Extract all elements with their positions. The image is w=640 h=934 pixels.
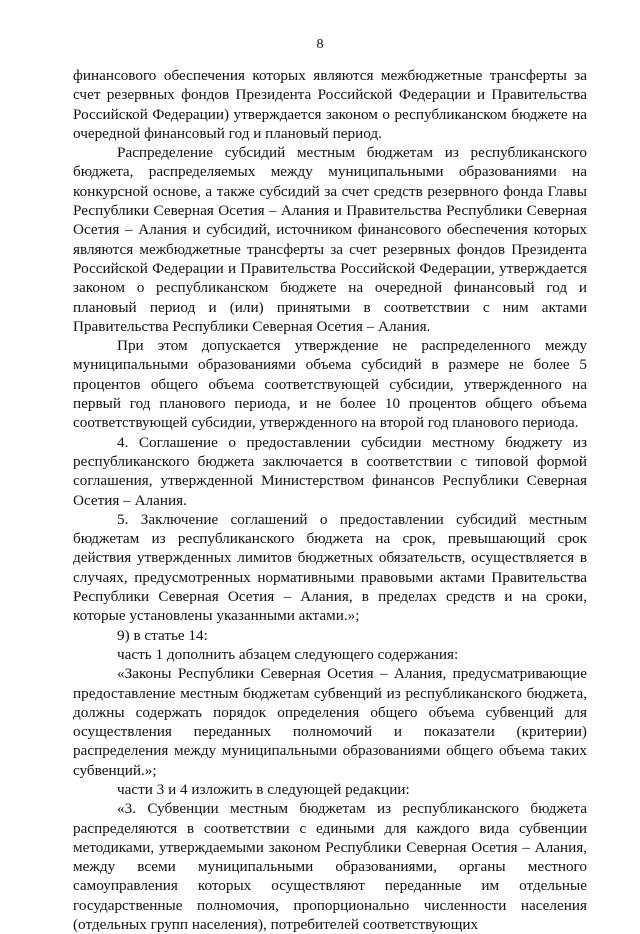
paragraph-item-4: 4. Соглашение о предоставлении субсидии местному бюджету из республиканского бюджета заключается в соответствии с типовой формой соглашения, утвержденной Министерством финансов Республики Северная Осетия – Алания. [73, 433, 587, 509]
paragraph-continuation: финансового обеспечения которых являются межбюджетные трансферты за счет резервных фондов Президента Российской Федерации и Правительства Российской Федерации) утверждается законом о республиканском бюджете на очередной финансовый год и плановый период. [73, 67, 587, 142]
paragraph-item-5: 5. Заключение соглашений о предоставлении субсидий местным бюджетам из республиканского бюджета на срок, превышающий срок действия утвержденных лимитов бюджетных обязательств, осуществляется в случаях, предусмотренных нормативными правовыми актами Правительства Республики Северная Осетия – Алания, в пределах средств и на сроки, которые установлены указанными актами.»; [73, 510, 587, 625]
paragraph-item-9: 9) в статье 14: [117, 626, 208, 644]
paragraph-subvention-laws: «Законы Республики Северная Осетия – Алания, предусматривающие предоставление местным бюджетам субвенций из республиканского бюджета, должны содержать порядок определения общего объема субвенций для осуществления переданных полномочий и показатели (критерии) распределения между муниципальными образованиями общего объема таких субвенций.»; [73, 665, 587, 779]
document-body [73, 66, 587, 934]
paragraph-parts-3-4-amendment: части 3 и 4 изложить в следующей редакции: [117, 780, 410, 798]
paragraph-part-1-amendment: часть 1 дополнить абзацем следующего содержания: [117, 645, 459, 663]
paragraph-subsidy-distribution: Распределение субсидий местным бюджетам из республиканского бюджета, распределяемых между муниципальными образованиями на конкурсной основе, а также субсидий за счет средств резервного фонда Главы Республики Северная Осетия – Алания и Правительства Республики Северная Осетия – Алания и субсидий, источником финансового обеспечения которых являются межбюджетные трансферты за счет резервных фондов Президента Российской Федерации и Правительства Российской Федерации, утверждается законом о республиканском бюджете на очередной финансовый год и плановый период и (или) принятыми в соответствии с ним актами Правительства Республики Северная Осетия – Алания. [73, 144, 587, 335]
page-number: 8 [316, 37, 324, 52]
paragraph-subvention-distribution: «3. Субвенции местным бюджетам из республиканского бюджета распределяются в соответствии с едиными для каждого вида субвенции методиками, утверждаемыми законом Республики Северная Осетия – Алания, между всеми муниципальными образованиями, органы местного самоуправления которых осуществляют переданные им отдельные государственные полномочия, пропорционально численности населения (отдельных групп населения), потребителей соответствующих [73, 800, 587, 934]
paragraph-unallocated-volume: При этом допускается утверждение не распределенного между муниципальными образованиями объема субсидий в размере не более 5 процентов общего объема соответствующей субсидии, утвержденного на первый год планового периода, и не более 10 процентов общего объема соответствующей субсидии, утвержденного на второй год планового периода. [73, 337, 587, 432]
